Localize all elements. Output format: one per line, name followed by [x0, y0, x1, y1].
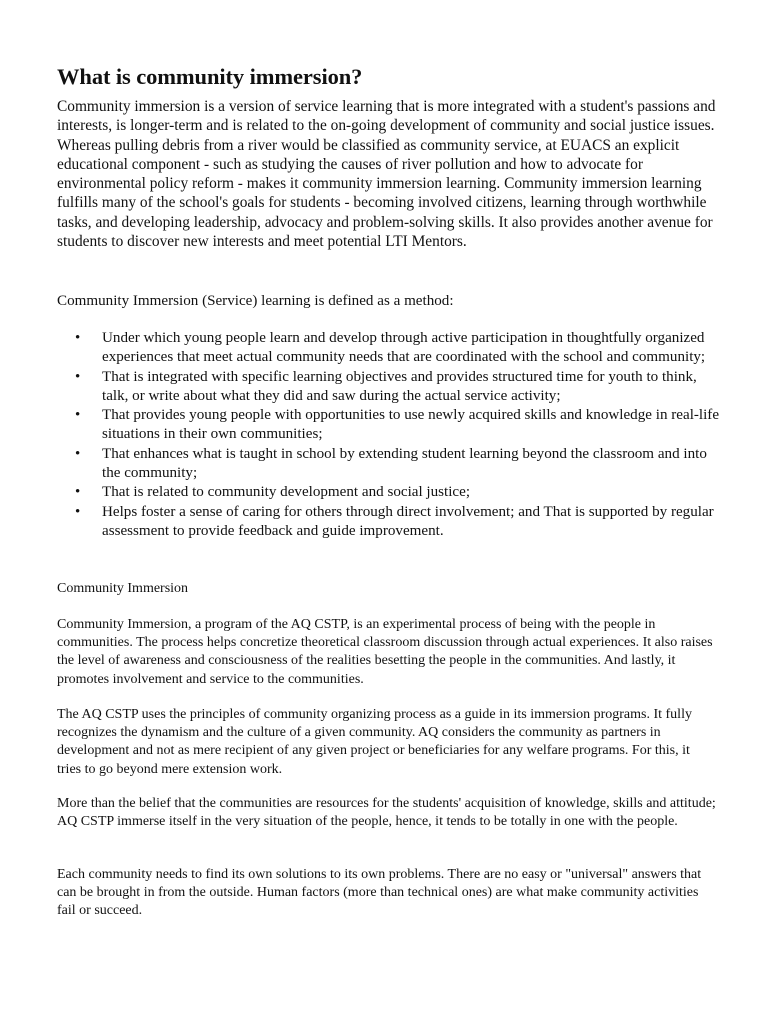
paragraph-principles: The AQ CSTP uses the principles of community organizing process as a guide in its immersion programs. It fully recognizes the dynamism and the culture of a given community. AQ considers the community as partners in development and not as mere recipient of any given project or beneficiaries for any welfare programs. For this, it tries to go beyond mere extension work.	[57, 707, 692, 777]
page-title: What is community immersion?	[57, 64, 363, 89]
list-item: • Helps foster a sense of caring for others through direct involvement; and That is supported by regular assessment to provide feedback and guide improvement.	[57, 503, 722, 542]
paragraph-solutions: Each community needs to find its own solutions to its own problems. There are no easy or "universal" answers that can be brought in from the outside. Human factors (more than technical ones) are what make community activities fail or succeed.	[57, 867, 702, 919]
paragraph-program: Community Immersion, a program of the AQ CSTP, is an experimental process of being with the people in communities. The process helps concretize theoretical classroom discussion through actual experiences. It also raises the level of awareness and consciousness of the realities besetting the people in the communities. And lastly, it promotes involvement and service to the communities.	[57, 617, 713, 687]
list-item: • Under which young people learn and develop through active participation in thoughtfully organized experiences that meet actual community needs that are coordinated with the school and community;	[57, 329, 722, 368]
list-item: • That is related to community development and social justice;	[57, 483, 722, 502]
definition-list	[57, 329, 722, 541]
list-item: • That enhances what is taught in school by extending student learning beyond the classroom and into the community;	[57, 445, 722, 484]
list-item: • That provides young people with opportunities to use newly acquired skills and knowledge in real-life situations in their own communities;	[57, 406, 722, 445]
list-item: • That is integrated with specific learning objectives and provides structured time for youth to think, talk, or write about what they did and saw during the actual service activity;	[57, 368, 722, 407]
paragraph-belief: More than the belief that the communities are resources for the students' acquisition of knowledge, skills and attitude; AQ CSTP immerse itself in the very situation of the people, hence, it tends to be totally in one with the people.	[57, 796, 716, 830]
intro-paragraph: Community immersion is a version of service learning that is more integrated with a student's passions and interests, is longer-term and is related to the on-going development of community and social justice issues. Whereas pulling debris from a river would be classified as community service, at EUACS an explicit educational component - such as studying the causes of river pollution and how to advocate for environmental policy reform - makes it community immersion learning. Community immersion learning fulfills many of the school's goals for students - becoming involved citizens, learning through worthwhile tasks, and developing leadership, advocacy and problem-solving skills. It also provides another avenue for students to discover new interests and meet potential LTI Mentors.	[57, 98, 716, 250]
section-heading: Community Immersion	[57, 581, 189, 596]
definition-lead: Community Immersion (Service) learning is defined as a method:	[57, 293, 454, 309]
